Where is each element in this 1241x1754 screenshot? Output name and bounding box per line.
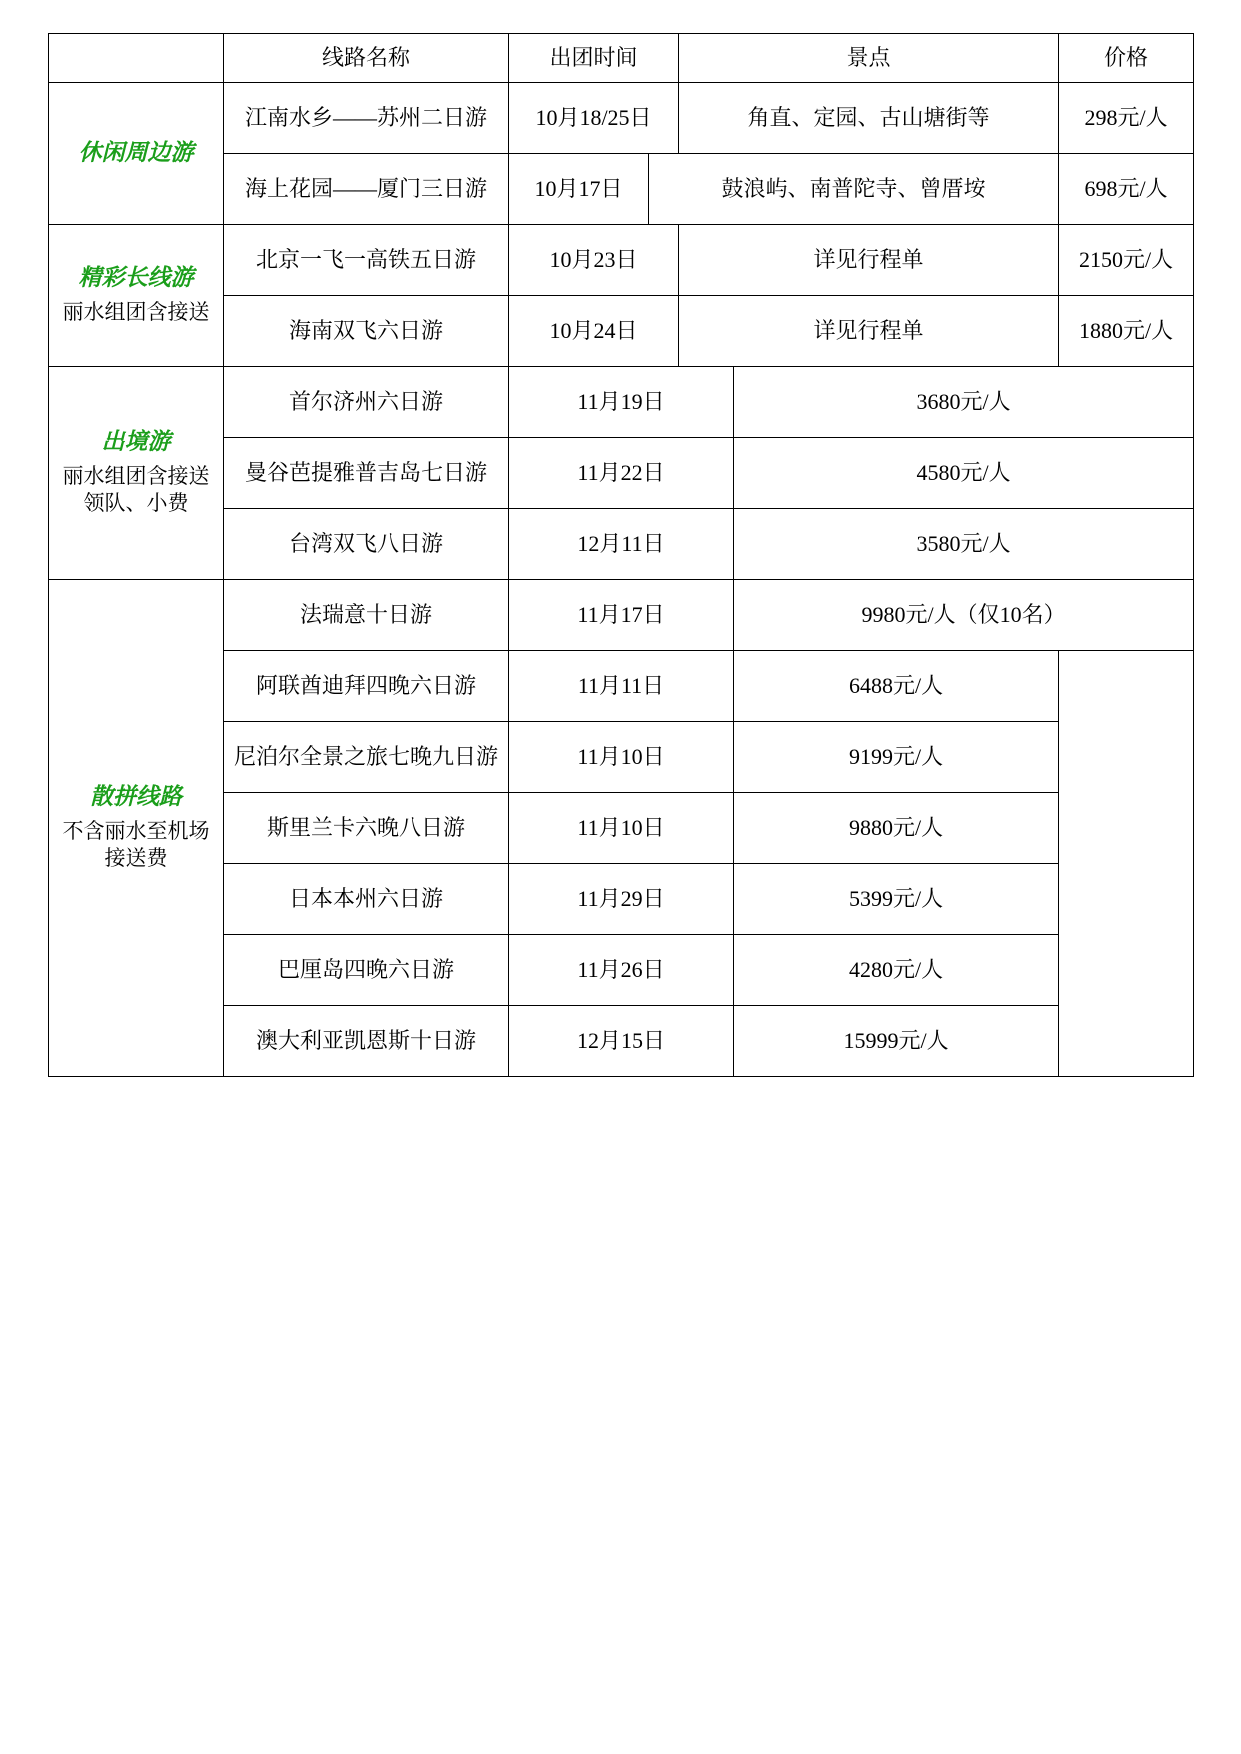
departure-date: 11月22日 <box>509 438 734 509</box>
price: 4280元/人 <box>734 935 1059 1006</box>
route-name: 巴厘岛四晚六日游 <box>224 935 509 1006</box>
header-attractions: 景点 <box>679 34 1059 83</box>
price: 3580元/人 <box>734 509 1194 580</box>
table-header-row <box>49 34 1194 83</box>
category-label: 散拼线路 <box>90 784 182 810</box>
departure-date: 10月17日 <box>509 154 649 225</box>
category-cell-shared <box>49 580 224 1077</box>
category-label: 休闲周边游 <box>78 140 194 166</box>
price: 15999元/人 <box>734 1006 1059 1077</box>
departure-date: 11月19日 <box>509 367 734 438</box>
route-name: 尼泊尔全景之旅七晚九日游 <box>224 722 509 793</box>
category-cell-outbound <box>49 367 224 580</box>
table-row <box>49 225 1194 296</box>
departure-date: 10月24日 <box>509 296 679 367</box>
tour-price-table-container <box>48 33 1193 1077</box>
route-name: 首尔济州六日游 <box>224 367 509 438</box>
header-category <box>49 34 224 83</box>
departure-date: 12月11日 <box>509 509 734 580</box>
category-cell-longline <box>49 225 224 367</box>
price: 2150元/人 <box>1059 225 1194 296</box>
attractions: 鼓浪屿、南普陀寺、曾厝垵 <box>649 154 1059 225</box>
category-cell-leisure <box>49 83 224 225</box>
attractions: 详见行程单 <box>679 225 1059 296</box>
route-name: 台湾双飞八日游 <box>224 509 509 580</box>
price: 6488元/人 <box>734 651 1059 722</box>
departure-date: 12月15日 <box>509 1006 734 1077</box>
route-name: 海南双飞六日游 <box>224 296 509 367</box>
table-row <box>49 83 1194 154</box>
table-row <box>49 580 1194 651</box>
category-subtitle: 不含丽水至机场接送费 <box>62 819 210 871</box>
route-name: 澳大利亚凯恩斯十日游 <box>224 1006 509 1077</box>
departure-date: 11月10日 <box>509 793 734 864</box>
route-name: 江南水乡——苏州二日游 <box>224 83 509 154</box>
route-name: 曼谷芭提雅普吉岛七日游 <box>224 438 509 509</box>
departure-date: 11月11日 <box>509 651 734 722</box>
route-name: 海上花园——厦门三日游 <box>224 154 509 225</box>
price: 1880元/人 <box>1059 296 1194 367</box>
header-route-name: 线路名称 <box>224 34 509 83</box>
route-name: 阿联酋迪拜四晚六日游 <box>224 651 509 722</box>
tour-price-table <box>48 33 1194 1077</box>
route-name: 日本本州六日游 <box>224 864 509 935</box>
notes-blank-cell <box>1059 651 1194 1077</box>
category-label: 出境游 <box>101 429 171 455</box>
departure-date: 11月29日 <box>509 864 734 935</box>
header-departure-date: 出团时间 <box>509 34 679 83</box>
departure-date: 11月17日 <box>509 580 734 651</box>
price: 9980元/人（仅10名） <box>734 580 1194 651</box>
route-name: 斯里兰卡六晚八日游 <box>224 793 509 864</box>
price: 3680元/人 <box>734 367 1194 438</box>
price: 4580元/人 <box>734 438 1194 509</box>
price: 9880元/人 <box>734 793 1059 864</box>
category-subtitle: 丽水组团含接送领队、小费 <box>62 464 210 516</box>
table-row <box>49 367 1194 438</box>
departure-date: 10月23日 <box>509 225 679 296</box>
departure-date: 11月26日 <box>509 935 734 1006</box>
attractions: 角直、定园、古山塘街等 <box>679 83 1059 154</box>
departure-date: 10月18/25日 <box>509 83 679 154</box>
header-price: 价格 <box>1059 34 1194 83</box>
category-label: 精彩长线游 <box>78 265 194 291</box>
route-name: 法瑞意十日游 <box>224 580 509 651</box>
price: 698元/人 <box>1059 154 1194 225</box>
attractions: 详见行程单 <box>679 296 1059 367</box>
category-subtitle: 丽水组团含接送 <box>62 300 210 325</box>
departure-date: 11月10日 <box>509 722 734 793</box>
price: 9199元/人 <box>734 722 1059 793</box>
price: 298元/人 <box>1059 83 1194 154</box>
route-name: 北京一飞一高铁五日游 <box>224 225 509 296</box>
price: 5399元/人 <box>734 864 1059 935</box>
